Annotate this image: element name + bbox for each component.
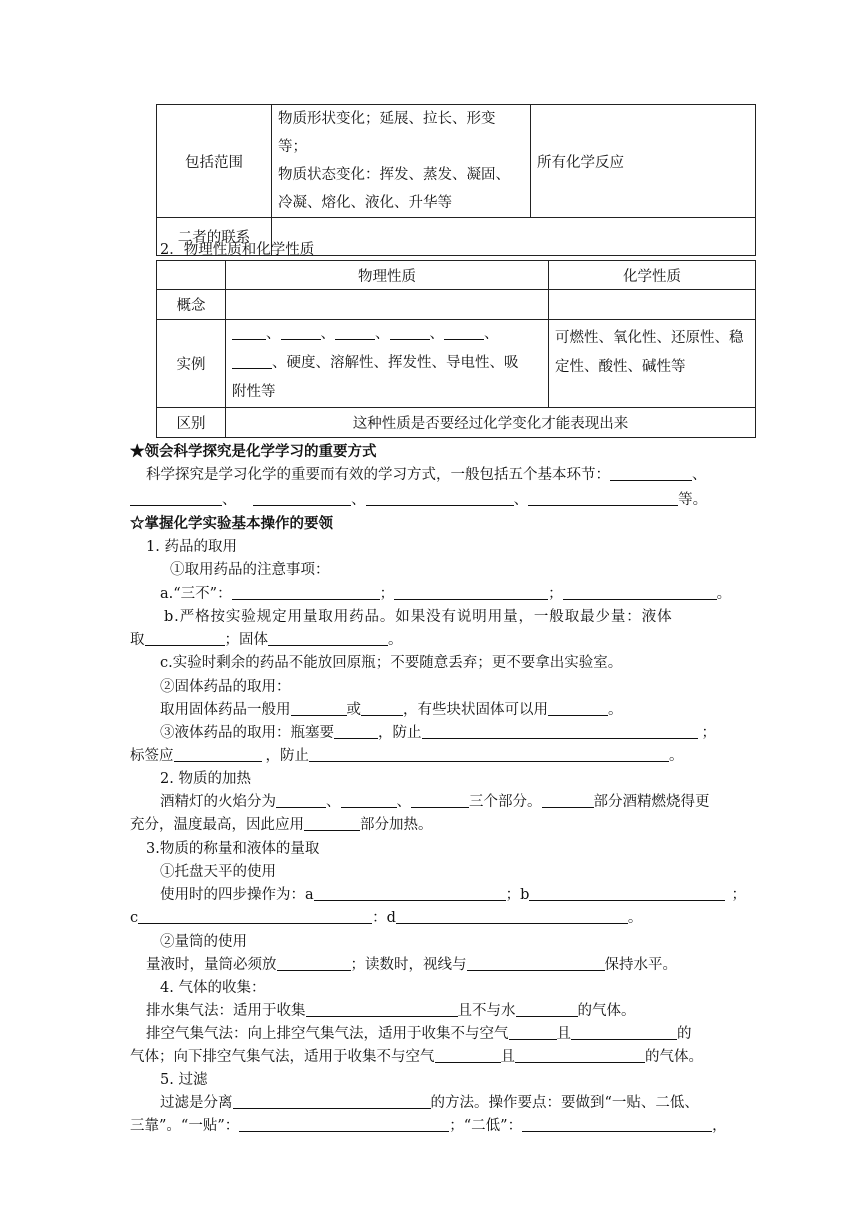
example-chemical-line2: 定性、酸性、碱性等: [555, 359, 686, 375]
concept-physical-cell: [226, 290, 549, 320]
op1-a: a.“三不”： ； ； 。: [160, 586, 732, 602]
concept-chemical-cell: [549, 290, 756, 320]
op1-sub1: ①取用药品的注意事项：: [170, 562, 330, 578]
op5-title: 5. 过滤: [160, 1072, 208, 1088]
op1-c: c.实验时剩余的药品不能放回原瓶；不要随意丢弃；更不要拿出实验室。: [160, 655, 623, 671]
section2-title: 2．物理性质和化学性质: [160, 242, 315, 258]
op1-sub2: ②固体药品的取用：: [160, 679, 291, 695]
physical-scope-line2: 物质状态变化：挥发、蒸发、凝固、: [278, 167, 510, 183]
op3-title: 3.物质的称量和液体的量取: [146, 841, 320, 857]
inquiry-line2: 、 、 、 等。: [130, 488, 707, 509]
op3-steps: 使用时的四步操作为：a ；b ；: [160, 887, 746, 903]
table2-corner: [157, 261, 226, 290]
op2-title: 2. 物质的加热: [160, 771, 251, 787]
op3-steps-cont: c ：d 。: [130, 910, 643, 926]
diff-text: 这种性质是否要经过化学变化才能表现出来: [226, 408, 756, 438]
op3-sub1: ①托盘天平的使用: [160, 864, 276, 880]
physical-scope-line1: 物质形状变化；延展、拉长、形变等；: [278, 111, 496, 155]
row-example-label: 实例: [157, 320, 226, 408]
table1-chemical-scope: 所有化学反应: [531, 105, 756, 218]
table1-physical-scope: [272, 105, 531, 218]
example-chemical-line1: 可燃性、氧化性、还原性、稳: [555, 330, 744, 346]
op1-liquid: ③液体药品的取用：瓶塞要 ，防止 ；: [160, 725, 716, 741]
op5-line1: 过滤是分离 的方法。操作要点：要做到“一贴、二低、: [160, 1095, 699, 1111]
header-physical: 物理性质: [226, 261, 549, 290]
heading-operations: ☆掌握化学实验基本操作的要领: [130, 515, 333, 532]
op4-water: 排水集气法：适用于收集 且不与水 的气体。: [146, 1003, 636, 1019]
op1-solid: 取用固体药品一般用 或 ，有些块状固体可以用 。: [160, 702, 623, 718]
op1-b: b.严格按实验规定用量取用药品。如果没有说明用量，一般取最少量：液体: [164, 609, 673, 625]
inquiry-line1: 科学探究是学习化学的重要而有效的学习方式，一般包括五个基本环节： 、: [146, 467, 707, 483]
example-chemical-cell: [549, 320, 756, 408]
comparison-table-top: [156, 104, 756, 256]
example-physical-line1: 、 、 、 、 、: [232, 320, 542, 349]
table1-label-relation: 二者的联系: [157, 218, 272, 256]
row-diff-label: 区别: [157, 408, 226, 438]
op1-label: 标签应 ，防止 。: [130, 748, 684, 764]
example-physical-line2: 、硬度、溶解性、挥发性、导电性、吸: [232, 349, 542, 378]
example-physical-cell: [226, 320, 549, 408]
table1-label-scope: 包括范围: [157, 105, 272, 218]
op4-air-cont: 气体；向下排空气集气法，适用于收集不与空气 且 的气体。: [130, 1049, 703, 1065]
properties-table: [156, 260, 756, 438]
op4-title: 4. 气体的收集：: [160, 980, 266, 996]
row-concept-label: 概念: [157, 290, 226, 320]
op3-sub2: ②量筒的使用: [160, 934, 247, 950]
op1-b-cont: 取 ；固体 。: [130, 632, 403, 648]
table1-relation-cell: [272, 218, 756, 256]
op1-title: 1. 药品的取用: [146, 539, 237, 555]
op3-cylinder: 量液时，量筒必须放 ；读数时，视线与 保持水平。: [146, 957, 677, 973]
heading-inquiry: ★领会科学探究是化学学习的重要方式: [130, 443, 377, 460]
op2-line1: 酒精灯的火焰分为 、 、 三个部分。 部分酒精燃烧得更: [160, 794, 710, 810]
op4-air: 排空气集气法：向上排空气集气法，适用于收集不与空气 且 的: [146, 1026, 692, 1042]
header-chemical: 化学性质: [549, 261, 756, 290]
op2-line2: 充分，温度最高，因此应用 部分加热。: [130, 817, 433, 833]
physical-scope-line3: 冷凝、熔化、液化、升华等: [278, 195, 452, 211]
op5-line2: 三靠”。“一贴”： ；“二低”： ，: [130, 1118, 727, 1134]
example-physical-line3: 附性等: [232, 384, 276, 400]
